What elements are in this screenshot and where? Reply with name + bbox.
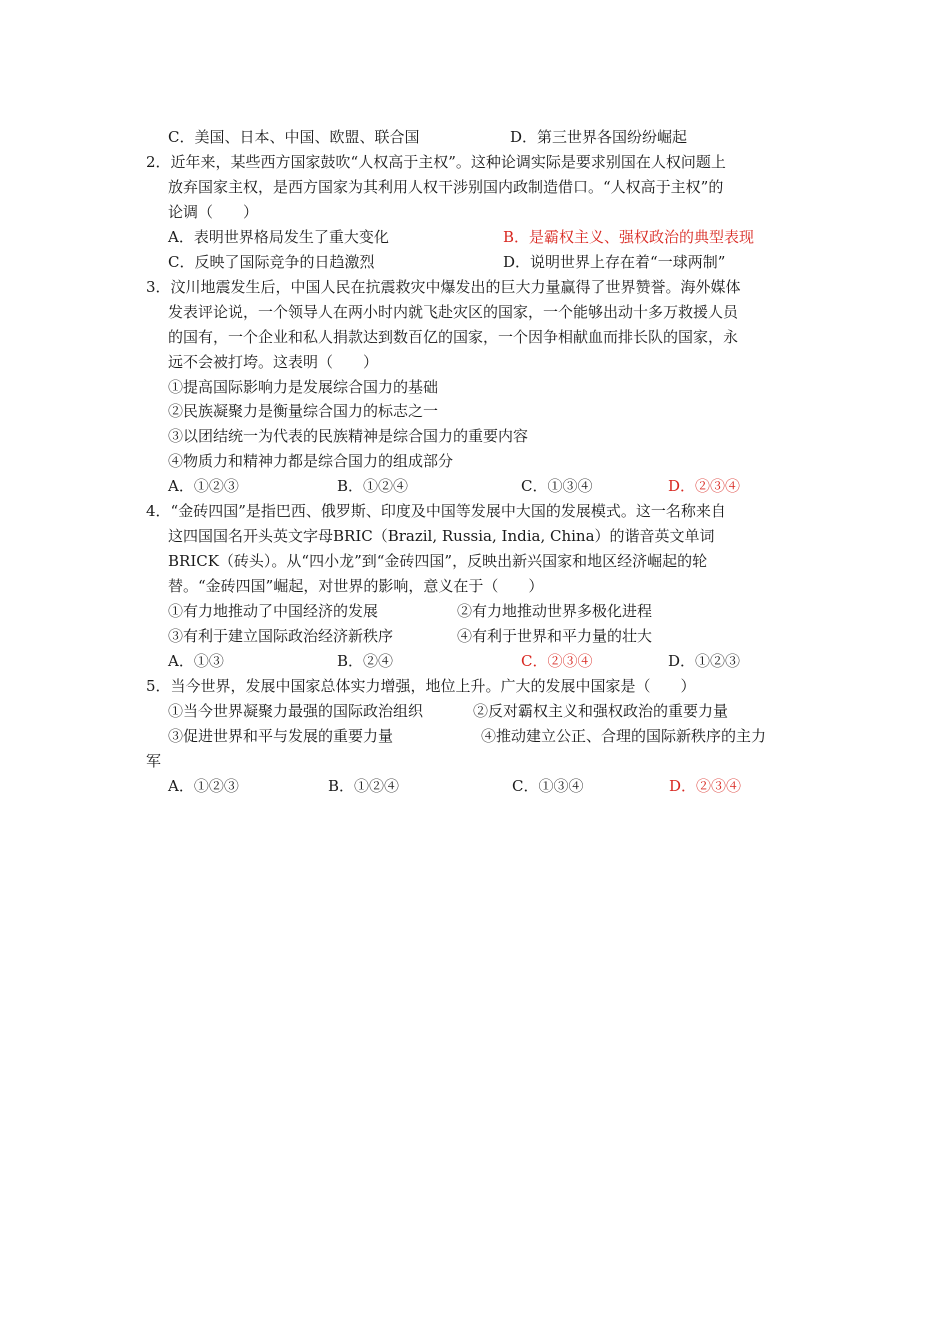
q4-stem-line-1: 4．“金砖四国”是指巴西、俄罗斯、印度及中国等发展中大国的发展模式。这一名称来自: [146, 502, 726, 520]
q2-stem-line-1: 2．近年来，某些西方国家鼓吹“人权高于主权”。这种论调实际是要求别国在人权问题上: [146, 153, 726, 171]
q3-statement-2: ②民族凝聚力是衡量综合国力的标志之一: [168, 402, 439, 420]
q5-statement-4: ④推动建立公正、合理的国际新秩序的主力: [481, 727, 767, 745]
q3-option-c: C．①③④: [521, 477, 593, 495]
q1-option-c: C．美国、日本、中国、欧盟、联合国: [168, 128, 420, 146]
q3-statement-1: ①提高国际影响力是发展综合国力的基础: [168, 378, 439, 396]
q5-statement-4-wrap: 军: [146, 752, 162, 770]
q3-statement-3: ③以团结统一为代表的民族精神是综合国力的重要内容: [168, 427, 529, 445]
q2-option-a: A．表明世界格局发生了重大变化: [168, 228, 389, 246]
q4-stem-line-3: BRICK（砖头）。从“四小龙”到“金砖四国”，反映出新兴国家和地区经济崛起的轮: [168, 552, 708, 570]
q3-option-d-answer: D．②③④: [668, 477, 741, 495]
q4-statement-3: ③有利于建立国际政治经济新秩序: [168, 627, 394, 645]
q4-statement-4: ④有利于世界和平力量的壮大: [457, 627, 653, 645]
q5-option-c: C．①③④: [512, 777, 584, 795]
q4-option-b: B．②④: [337, 652, 394, 670]
q3-option-b: B．①②④: [337, 477, 409, 495]
q5-option-d-answer: D．②③④: [669, 777, 742, 795]
q4-stem-line-2: 这四国国名开头英文字母BRIC（Brazil, Russia, India, China）的谐音英文单词: [168, 527, 715, 545]
q4-statement-2: ②有力地推动世界多极化进程: [457, 602, 653, 620]
q5-option-b: B．①②④: [328, 777, 400, 795]
q1-option-d: D．第三世界各国纷纷崛起: [510, 128, 688, 146]
q4-option-d: D．①②③: [668, 652, 741, 670]
q2-stem-line-3: 论调（ ）: [168, 203, 259, 221]
q2-stem-line-2: 放弃国家主权，是西方国家为其利用人权干涉别国内政制造借口。“人权高于主权”的: [168, 178, 724, 196]
q4-statement-1: ①有力地推动了中国经济的发展: [168, 602, 379, 620]
q5-statement-3: ③促进世界和平与发展的重要力量: [168, 727, 394, 745]
q5-statement-1: ①当今世界凝聚力最强的国际政治组织: [168, 702, 424, 720]
q4-option-c-answer: C．②③④: [521, 652, 593, 670]
q3-stem-line-3: 的国有，一个企业和私人捐款达到数百亿的国家，一个因争相献血而排长队的国家，永: [168, 328, 739, 346]
q2-option-c: C．反映了国际竞争的日趋激烈: [168, 253, 375, 271]
q5-option-a: A．①②③: [168, 777, 239, 795]
q4-stem-line-4: 替。“金砖四国”崛起，对世界的影响，意义在于（ ）: [168, 577, 544, 595]
q5-statement-2: ②反对霸权主义和强权政治的重要力量: [473, 702, 729, 720]
q3-stem-line-1: 3．汶川地震发生后，中国人民在抗震救灾中爆发出的巨大力量赢得了世界赞誉。海外媒体: [146, 278, 741, 296]
q5-stem-line-1: 5．当今世界，发展中国家总体实力增强，地位上升。广大的发展中国家是（ ）: [146, 677, 696, 695]
q3-stem-line-4: 远不会被打垮。这表明（ ）: [168, 353, 379, 371]
q4-option-a: A．①③: [168, 652, 224, 670]
q2-option-b-answer: B．是霸权主义、强权政治的典型表现: [503, 228, 755, 246]
q3-stem-line-2: 发表评论说，一个领导人在两小时内就飞赴灾区的国家，一个能够出动十多万救援人员: [168, 303, 739, 321]
q3-option-a: A．①②③: [168, 477, 239, 495]
q2-option-d: D．说明世界上存在着“一球两制”: [503, 253, 726, 271]
q3-statement-4: ④物质力和精神力都是综合国力的组成部分: [168, 452, 454, 470]
